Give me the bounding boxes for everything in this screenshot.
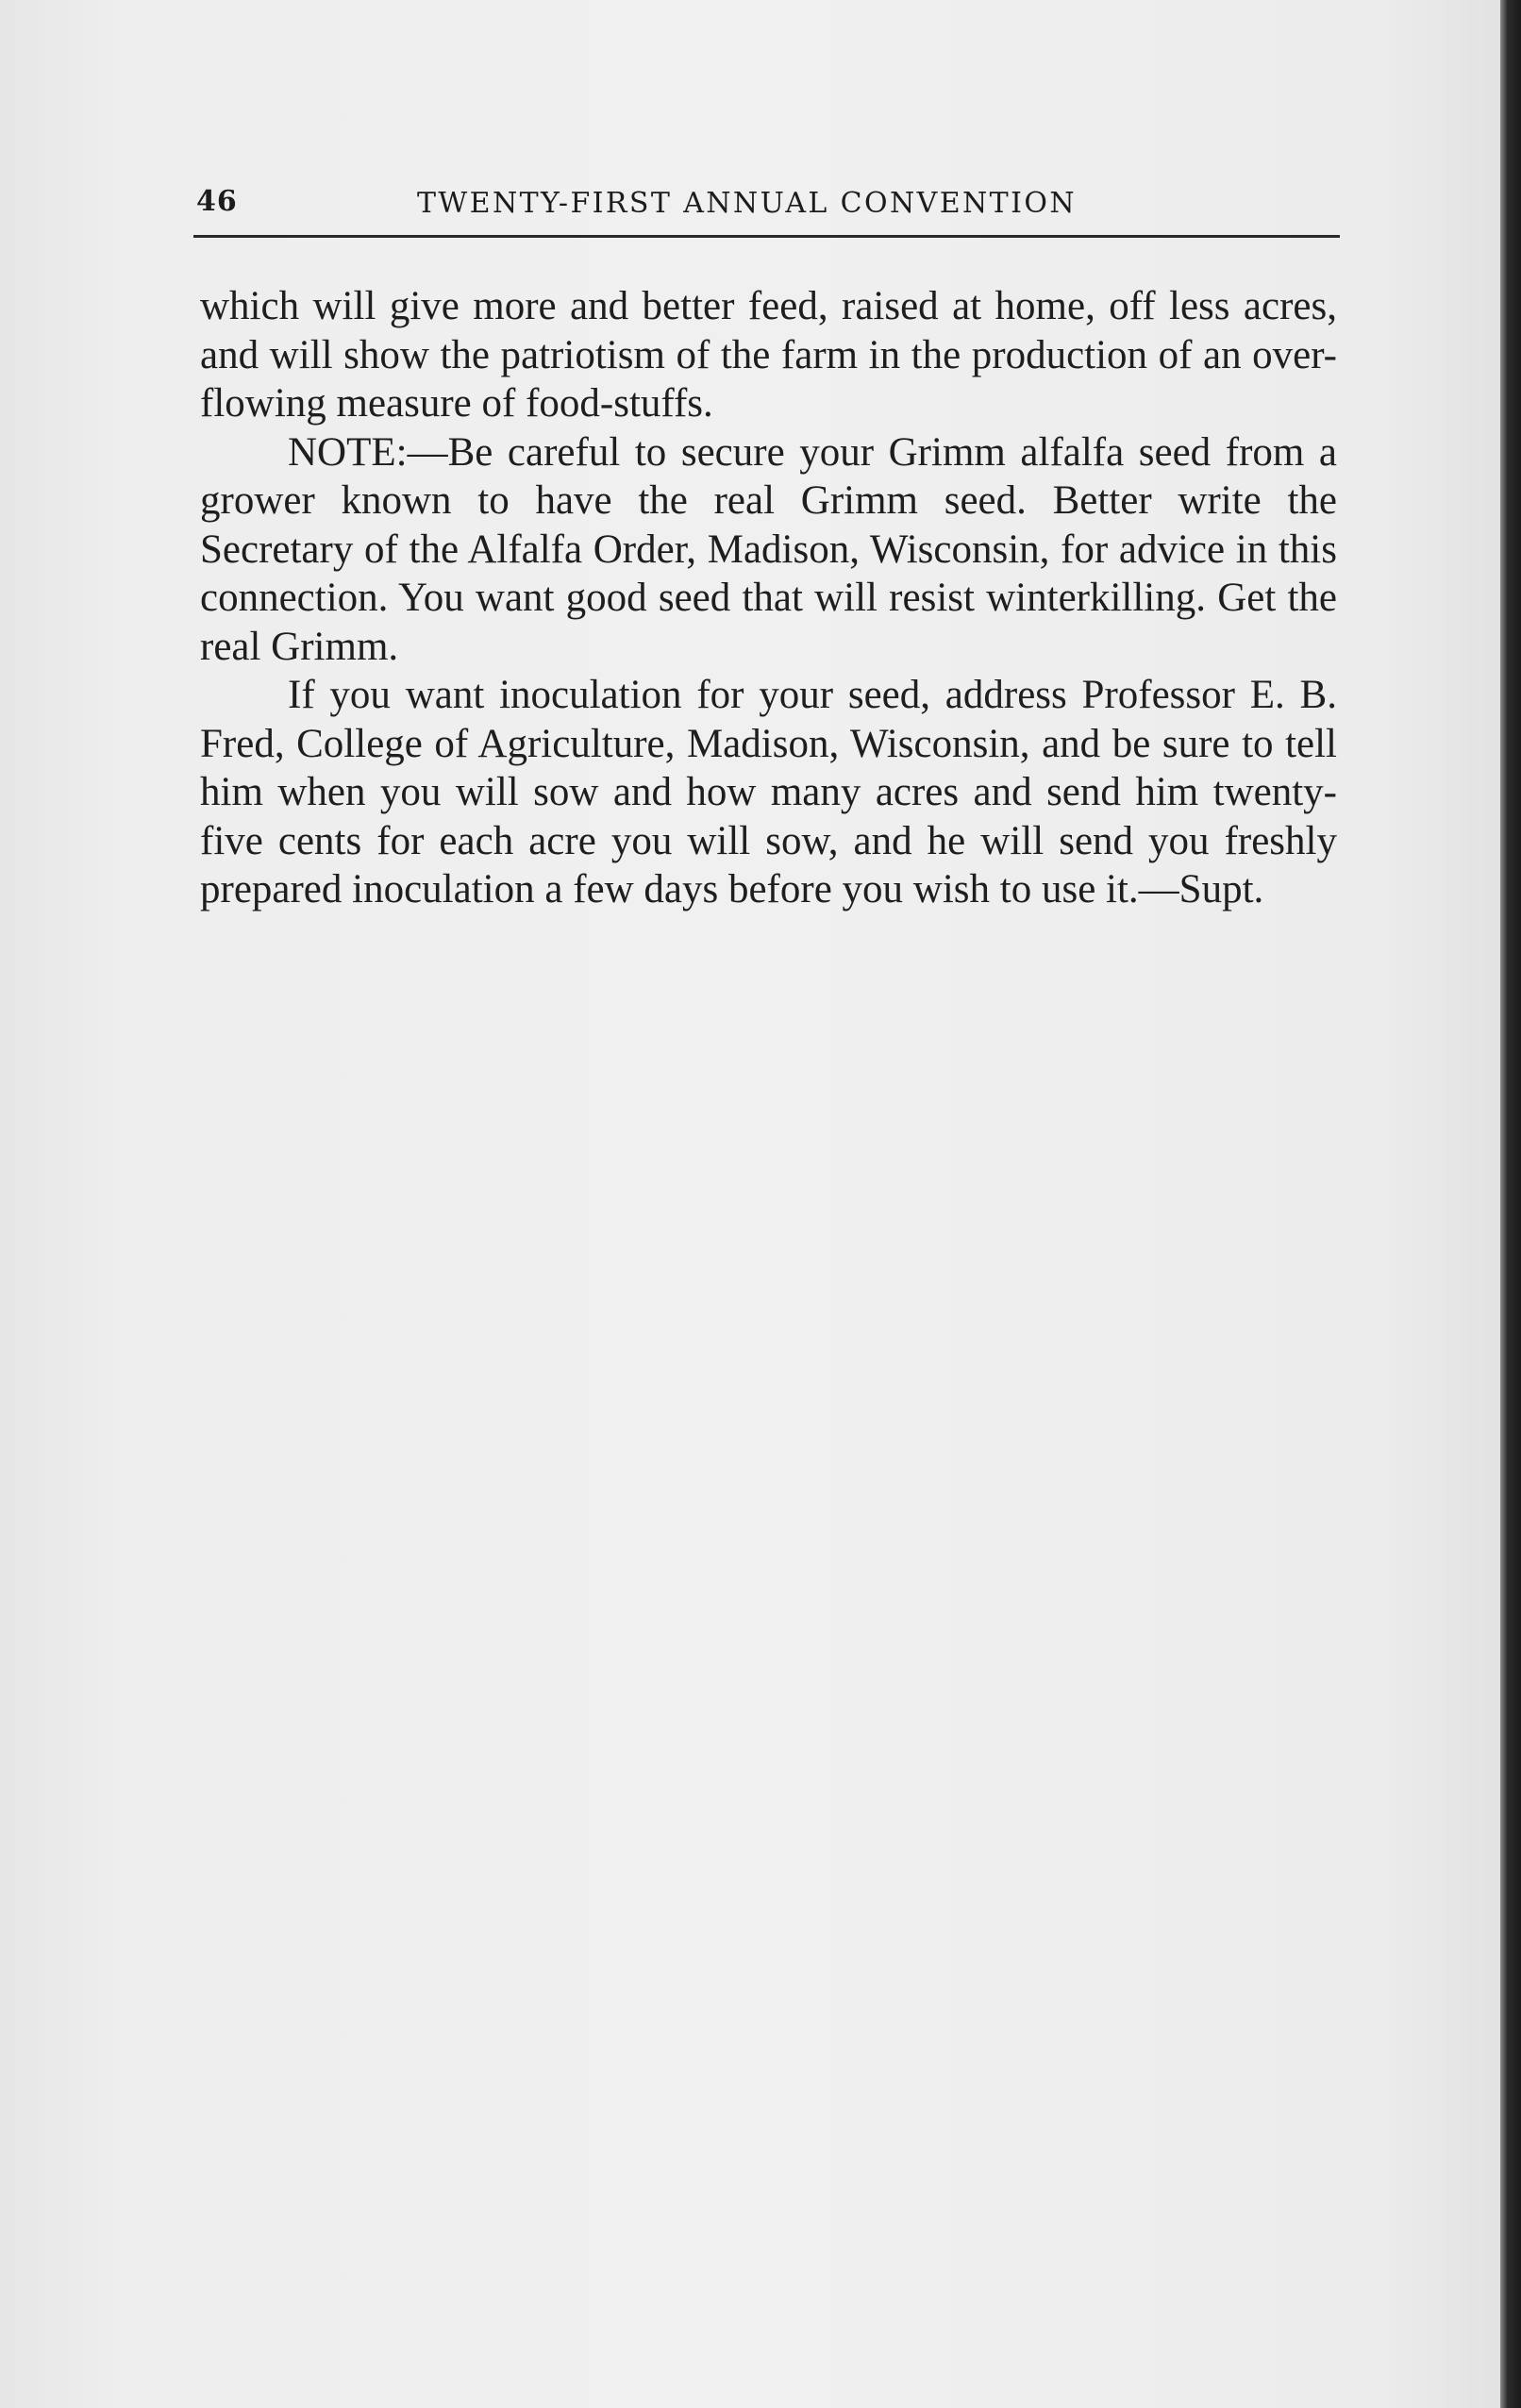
paragraph-note: NOTE:—Be careful to secure your Grimm alfalfa seed from a grower known to have the real Grimm seed. Better write the Secretary of the Alfalfa Order, Madison, Wisconsin, for advice in this connection. You want good seed that will resist winterkilling. Get the real Grimm. [200, 429, 1337, 669]
page-header [193, 185, 1340, 234]
body-text [200, 282, 1337, 914]
header-rule [193, 235, 1340, 238]
page-number: 46 [196, 185, 238, 218]
page-edge [1500, 0, 1521, 2408]
running-head: TWENTY-FIRST ANNUAL CONVENTION [417, 187, 1077, 220]
paragraph-inoculation: If you want inoculation for your seed, address Professor E. B. Fred, College of Agriculture, Madison, Wisconsin, and be sure to tell him when you will sow and how many acres and send him twenty-five cents for each acre you will sow, and he will send you freshly prepared inoculation a few days before you wish to use it.—Supt. [200, 673, 1337, 911]
paragraph-continued: which will give more and better feed, raised at home, off less acres, and will show the patriotism of the farm in the production of an over-flowing measure of food-stuffs. [200, 284, 1337, 426]
